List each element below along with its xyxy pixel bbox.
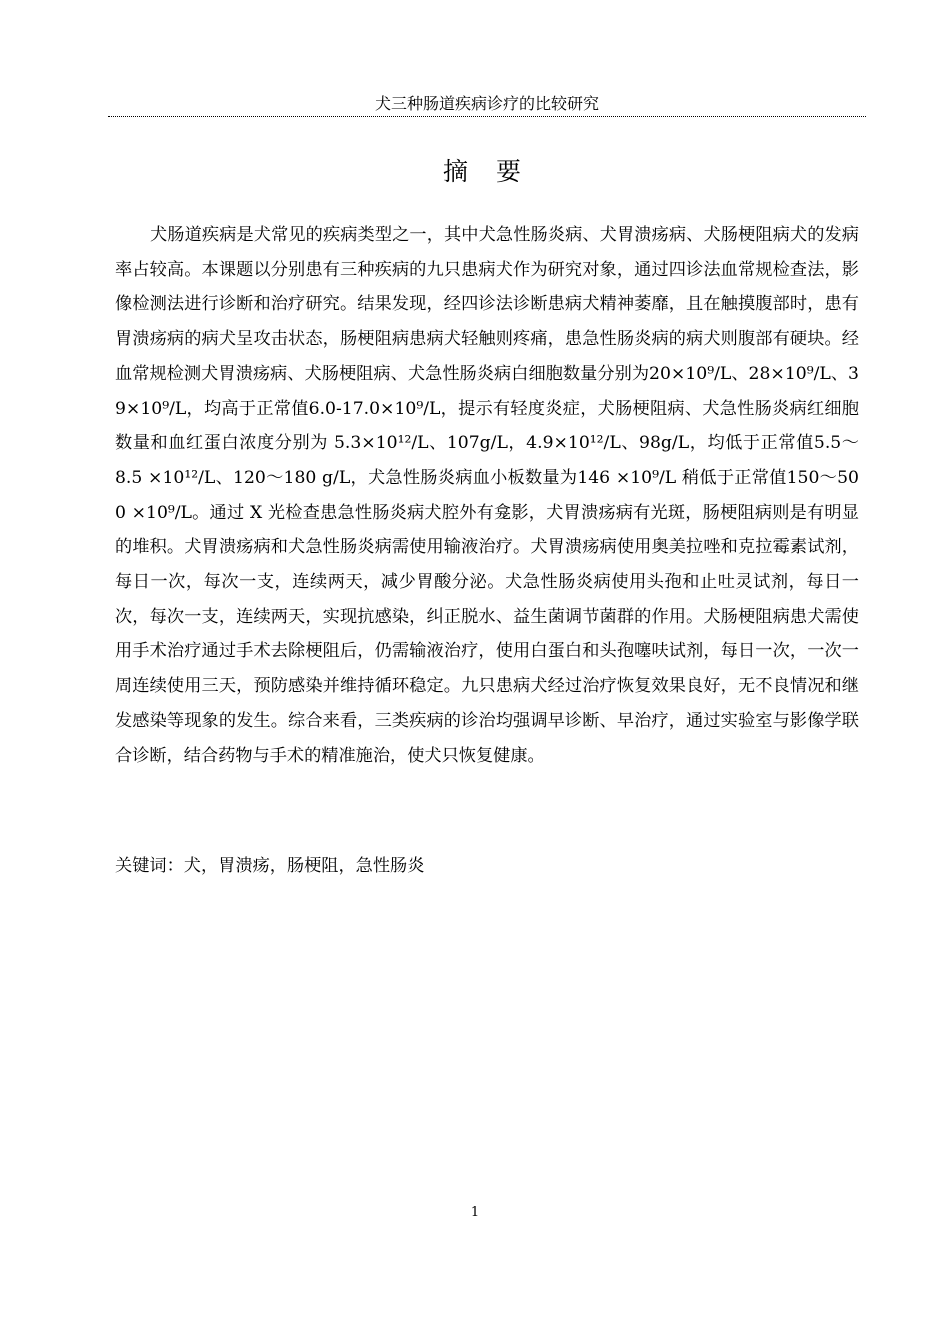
keywords-line: 关键词：犬，胃溃疡，肠梗阻，急性肠炎 xyxy=(115,856,425,876)
abstract-body: 犬肠道疾病是犬常见的疾病类型之一，其中犬急性肠炎病、犬胃溃疡病、犬肠梗阻病犬的发病率占较高。本课题以分别患有三种疾病的九只患病犬作为研究对象，通过四诊法血常规检查法，影像检测法进行诊断和治疗研究。结果发现，经四诊法诊断患病犬精神萎靡，且在触摸腹部时，患有胃溃疡病的病犬呈攻击状态，肠梗阻病患病犬轻触则疼痛，患急性肠炎病的病犬则腹部有硬块。经血常规检测犬胃溃疡病、犬肠梗阻病、犬急性肠炎病白细胞数量分别为20×10⁹/L、28×10⁹/L、39×10⁹/L，均高于正常值6.0-17.0×10⁹/L，提示有轻度炎症，犬肠梗阻病、犬急性肠炎病红细胞数量和血红蛋白浓度分别为 5.3×10¹²/L、107g/L，4.9×10¹²/L、98g/L，均低于正常值5.5～8.5 ×10¹²/L、120～180 g/L，犬急性肠炎病血小板数量为146 ×10⁹/L 稍低于正常值150～500 ×10⁹/L。通过 X 光检查患急性肠炎病犬腔外有龛影，犬胃溃疡病有光斑，肠梗阻病则是有明显的堆积。犬胃溃疡病和犬急性肠炎病需使用输液治疗。犬胃溃疡病使用奥美拉唑和克拉霉素试剂，每日一次，每次一支，连续两天，减少胃酸分泌。犬急性肠炎病使用头孢和止吐灵试剂，每日一次，每次一支，连续两天，实现抗感染，纠正脱水、益生菌调节菌群的作用。犬肠梗阻病患犬需使用手术治疗通过手术去除梗阻后，仍需输液治疗，使用白蛋白和头孢噻呋试剂，每日一次，一次一周连续使用三天，预防感染并维持循环稳定。九只患病犬经过治疗恢复效果良好，无不良情况和继发感染等现象的发生。综合来看，三类疾病的诊治均强调早诊断、早治疗，通过实验室与影像学联合诊断，结合药物与手术的精准施治，使犬只恢复健康。 xyxy=(115,225,859,766)
page-number: 1 xyxy=(470,1205,480,1220)
running-header: 犬三种肠道疾病诊疗的比较研究 xyxy=(108,94,866,117)
abstract-title: 摘 要 xyxy=(443,157,531,186)
